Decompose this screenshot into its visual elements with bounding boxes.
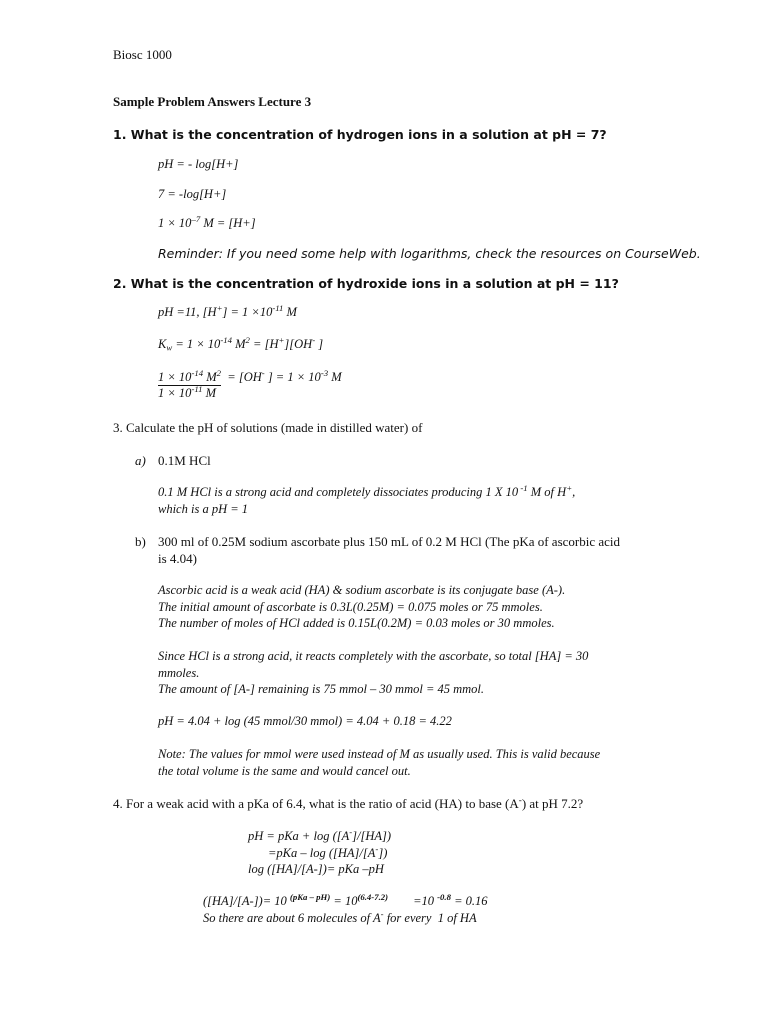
q1-question: 1. What is the concentration of hydrogen ions in a solution at pH = 7? [113,127,607,142]
q1-line1: pH = - log[H+] [158,157,239,171]
q3-b-para2: The initial amount of ascorbate is 0.3L(0.25M) = 0.075 moles or 75 mmoles. [158,600,543,614]
q4-conclusion: So there are about 6 molecules of A- for every 1 of HA [203,909,477,925]
q3-a-answer-line2: which is a pH = 1 [158,502,249,516]
course-label: Biosc 1000 [113,47,172,62]
q3-b-para1: Ascorbic acid is a weak acid (HA) & sodium ascorbate is its conjugate base (A-). [158,583,566,597]
q4-question: 4. For a weak acid with a pKa of 6.4, what is the ratio of acid (HA) to base (A-) at pH 7.2? [113,795,584,811]
q3-a-text: 0.1M HCl [158,453,211,468]
q2-numerator: $1 \times 10^{-14}$ $M^2$ [158,368,222,384]
q3-b-note2: the total volume is the same and would cancel out. [158,764,411,778]
q3-b-para6: The amount of [A-] remaining is 75 mmol – 30 mmol = 45 mmol. [158,682,485,696]
q2-line2: $K_w = 1 \times 10^{-14}$ $M^2 = [H^+][OH^-$ ] [158,335,324,353]
q1-line2: 7 = -log[H+] [158,187,227,201]
page-title: Sample Problem Answers Lecture 3 [113,94,312,109]
q3-b-label: b) [135,534,146,549]
q1-reminder: Reminder: If you need some help with logarithms, check the resources on CourseWeb. [158,246,701,261]
q2-denominator: $1 \times 10^{-11}$ M [158,384,216,400]
q3-question: 3. Calculate the pH of solutions (made in distilled water) of [113,420,423,435]
q2-question: 2. What is the concentration of hydroxide ions in a solution at pH = 11? [113,276,619,291]
q3-b-para3: The number of moles of HCl added is 0.15L(0.2M) = 0.03 moles or 30 mmoles. [158,616,555,630]
q4-eq3: log ([HA]/[A-])= pKa –pH [248,862,384,876]
q2-rhs: = [OH- ] = $1 \times 10^{-3}$ M [221,368,342,384]
q2-fraction-line [158,370,342,386]
q3-b-note1: Note: The values for mmol were used instead of M as usually used. This is valid because [158,747,601,761]
q3-a-answer-line1: 0.1 M HCl is a strong acid and completely dissociates producing 1 X 10 $^{-1}$ M of H+, [158,483,576,499]
q4-eq4: ([HA]/[A-])= 10 $^{(pKa - pH)} = 10^{(6.4-7.2)}$ =10 $^{-0.8}$ = 0.16 [203,892,488,908]
q3-b-text-line1: 300 ml of 0.25M sodium ascorbate plus 150 mL of 0.2 M HCl (The pKa of ascorbic acid [158,534,621,549]
q2-line1: pH =11, $[H^+] = 1 \times 10^{-11}$ M [158,303,297,319]
q3-b-para7: pH = 4.04 + log (45 mmol/30 mmol) = 4.04 + 0.18 = 4.22 [158,714,452,728]
q3-b-text-line2: is 4.04) [158,551,197,566]
q4-eq1: pH = pKa + log ([A-]/[HA]) [248,827,392,843]
q3-b-para4: Since HCl is a strong acid, it reacts completely with the ascorbate, so total [HA] = 30 [158,649,589,663]
q1-line3: $1 \times 10^{-7}$ M = [H+] [158,214,256,230]
q4-eq2: =pKa – log ([HA]/[A-]) [268,844,388,860]
q3-a-label: a) [135,453,146,468]
q3-b-para5: mmoles. [158,666,200,680]
